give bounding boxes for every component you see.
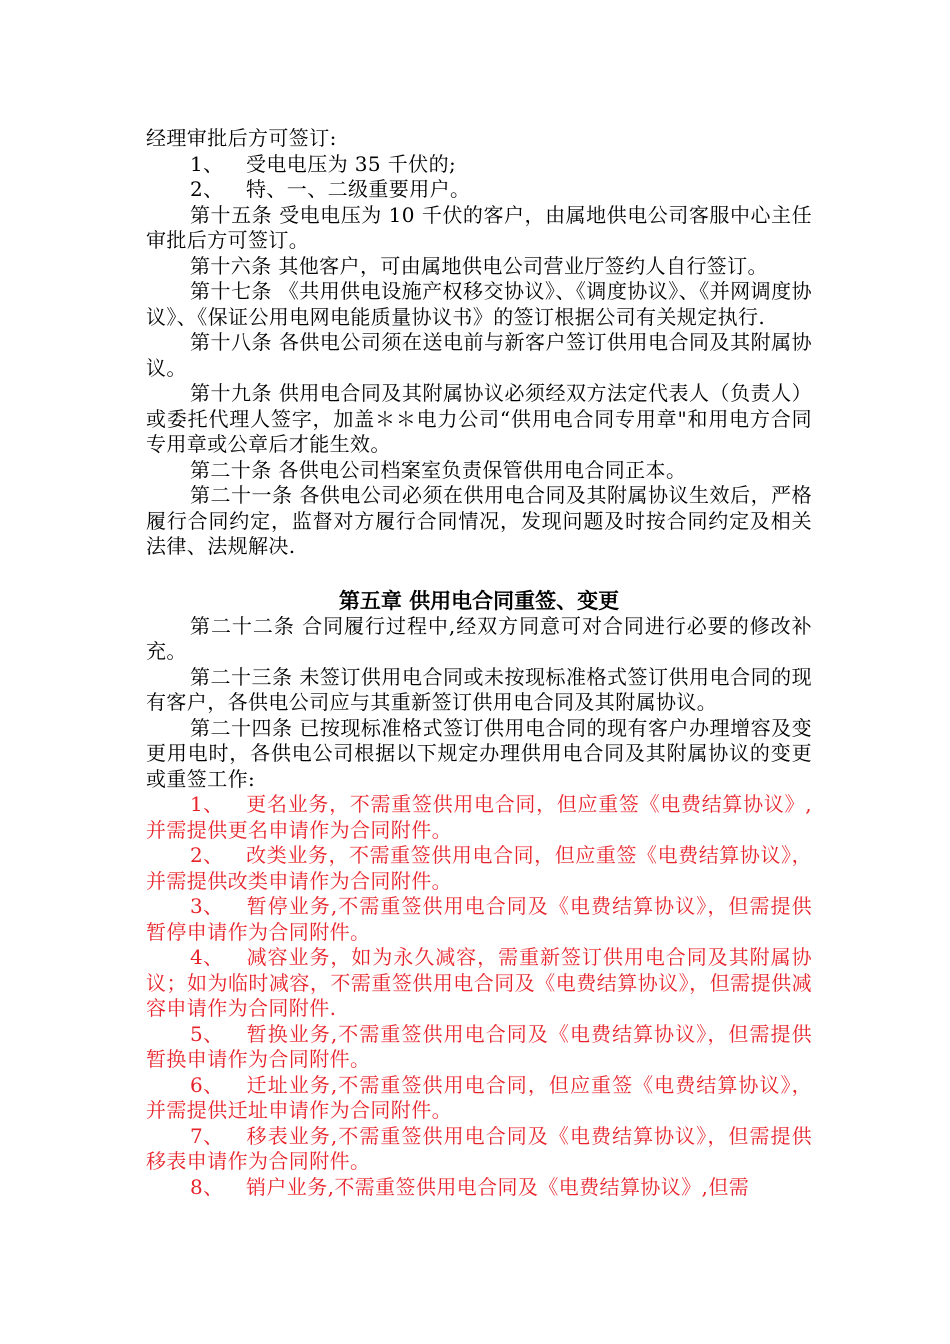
list-item	[146, 152, 812, 178]
list-item	[146, 177, 812, 203]
paragraph-text: 改类业务，不需重签供用电合同，但应重签《电费结算协议》，并需提供改类申请作为合同附件。	[146, 843, 812, 893]
paragraph	[146, 330, 812, 381]
paragraph	[146, 716, 812, 793]
paragraph-text: 经理审批后方可签订:	[146, 126, 337, 150]
paragraph	[146, 203, 812, 254]
paragraph-text: 特、一、二级重要用户。	[246, 177, 471, 201]
list-item-number: 7、	[190, 1123, 224, 1148]
list-item	[146, 792, 812, 843]
paragraph-text: 减容业务，如为永久减容，需重新签订供用电合同及其附属协议；如为临时减容，不需重签供用电合同及《电费结算协议》，但需提供减容申请作为合同附件.	[146, 945, 812, 1020]
paragraph	[146, 279, 812, 330]
list-item	[146, 1022, 812, 1073]
list-item	[146, 843, 812, 894]
list-item	[146, 945, 812, 1022]
paragraph-text: 第十七条 《共用供电设施产权移交协议》、《调度协议》、《并网调度协议》、《保证公用电网电能质量协议书》的签订根据公司有关规定执行.	[146, 279, 812, 329]
paragraph-text: 受电电压为 35 千伏的;	[246, 151, 457, 176]
paragraph	[146, 614, 812, 665]
list-item-number: 2、	[190, 843, 224, 867]
chapter-heading: 第五章 供用电合同重签、变更	[338, 588, 620, 613]
list-item-number: 4、	[190, 945, 224, 969]
paragraph-text: 第二十三条 未签订供用电合同或未按现标准格式签订供用电合同的现有客户，各供电公司应与其重新签订供用电合同及其附属协议。	[146, 664, 812, 714]
paragraph	[146, 254, 812, 280]
paragraph-text: 第十八条 各供电公司须在送电前与新客户签订供用电合同及其附属协议。	[146, 330, 812, 380]
list-item	[146, 1124, 812, 1175]
paragraph	[146, 381, 812, 458]
paragraph-text: 迁址业务,不需重签供用电合同，但应重签《电费结算协议》，并需提供迁址申请作为合同附件。	[146, 1072, 812, 1122]
paragraph-text: 暂停业务,不需重签供用电合同及《电费结算协议》，但需提供暂停申请作为合同附件。	[146, 894, 812, 944]
paragraph-text: 第十九条 供用电合同及其附属协议必须经双方法定代表人（负责人）或委托代理人签字，加盖＊＊电力公司“供用电合同专用章"和用电方合同专用章或公章后才能生效。	[146, 381, 812, 456]
section-chapter-4-tail	[146, 126, 812, 560]
list-item-number: 5、	[190, 1021, 224, 1046]
paragraph-text: 第二十二条 合同履行过程中,经双方同意可对合同进行必要的修改补充。	[146, 613, 812, 663]
paragraph	[146, 458, 812, 484]
list-item-number: 8、	[190, 1174, 224, 1199]
paragraph	[146, 665, 812, 716]
list-item-number: 6、	[190, 1072, 224, 1097]
list-item-number: 1、	[190, 792, 224, 816]
paragraph-text: 移表业务,不需重签供用电合同及《电费结算协议》，但需提供移表申请作为合同附件。	[146, 1123, 812, 1173]
list-item-number: 1、	[190, 151, 224, 176]
paragraph-text: 销户业务,不需重签供用电合同及《电费结算协议》,但需	[246, 1174, 750, 1199]
list-item-number: 3、	[190, 894, 224, 918]
paragraph	[146, 126, 812, 152]
paragraph-text: 第十五条 受电电压为 10 千伏的客户，由属地供电公司客服中心主任审批后方可签订。	[146, 202, 812, 252]
paragraph-text: 第十六条 其他客户，可由属地供电公司营业厅签约人自行签订。	[190, 253, 768, 278]
paragraph-text: 暂换业务,不需重签供用电合同及《电费结算协议》，但需提供暂换申请作为合同附件。	[146, 1021, 812, 1071]
paragraph-text: 第二十四条 已按现标准格式签订供用电合同的现有客户办理增容及变更用电时，各供电公司根据以下规定办理供用电合同及其附属协议的变更或重签工作:	[146, 715, 812, 791]
section-chapter-5	[146, 614, 812, 1201]
paragraph-text: 第二十一条 各供电公司必须在供用电合同及其附属协议生效后，严格履行合同约定，监督对方履行合同情况，发现问题及时按合同约定及相关法律、法规解决.	[146, 483, 812, 558]
list-item-number: 2、	[190, 177, 224, 201]
list-item	[146, 894, 812, 945]
paragraph-text: 第二十条 各供电公司档案室负责保管供用电合同正本。	[190, 457, 687, 482]
paragraph	[146, 483, 812, 560]
document-page	[146, 126, 812, 1200]
paragraph-text: 更名业务，不需重签供用电合同，但应重签《电费结算协议》,并需提供更名申请作为合同附件。	[146, 792, 812, 842]
list-item	[146, 1073, 812, 1124]
list-item	[146, 1175, 812, 1201]
